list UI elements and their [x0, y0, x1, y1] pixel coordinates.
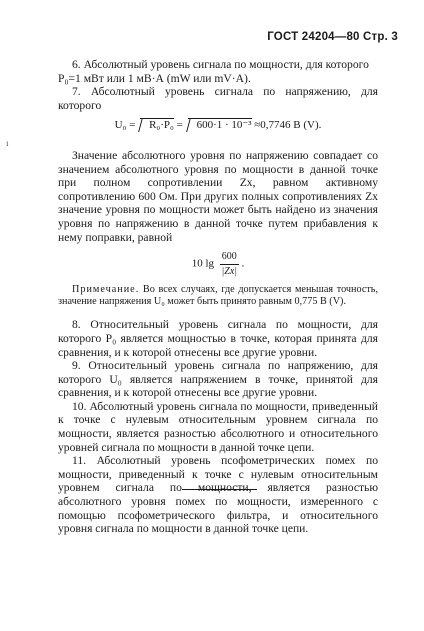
formula-radicand-1: R₀·P₀: [149, 119, 174, 132]
formula-radical-2: [188, 118, 252, 133]
paragraph-7: 7. Абсолютный уровень сигнала по напряжению, для которого: [58, 85, 378, 112]
paragraph-6-line1: 6. Абсолютный уровень сигнала по мощности, для которого: [72, 58, 369, 71]
paragraph-value: Значение абсолютного уровня по напряжению совпадает со значением абсолютного уровня по мощности в данной точке при полном сопротивлении Zx, равном активному сопротивлению 600 Ом. При других полных сопротивлениях Zx значение уровня по мощности может быть найдено из значения уровня по напряжению в данной точке путем прибавления к нему поправки, равной: [58, 148, 378, 244]
margin-mark: ı: [6, 138, 9, 148]
page-header: ГОСТ 24204—80 Стр. 3: [267, 31, 398, 43]
note-label: Примечание.: [72, 284, 140, 296]
end-rule: [182, 489, 257, 490]
correction-fraction: [220, 250, 239, 278]
paragraph-8: 8. Относительный уровень сигнала по мощности, для которого P₀ является мощностью в точке, которая принята для сравнения, и к которой отнесены все другие уровни.: [58, 318, 378, 359]
formula-correction: [58, 250, 378, 278]
paragraph-11: 11. Абсолютный уровень псофометрических помех по мощности, приведенный к точке с нулевым относительным уровнем сигнала по мощности, является разностью абсолютного уровня помех по мощности, измеренного с помощью псофометрического фильтра, и относительного уровня сигнала по мощности в данной точке цепи.: [58, 454, 378, 536]
formula-rhs: ≈0,7746 В (V).: [254, 119, 322, 132]
formula-mid: =: [176, 119, 186, 132]
paragraph-6-line2: P₀=1 мВт или 1 мВ·А (mW или mV·A).: [58, 71, 251, 85]
note: [58, 284, 378, 308]
correction-prefix: 10 lg: [191, 257, 215, 270]
paragraph-9: 9. Относительный уровень сигнала по напряжению, для которого U₀ является напряжением в точке, принятой для сравнения, и к которой отнесены все другие уровни.: [58, 359, 378, 400]
document-body: [58, 58, 378, 536]
formula-radicand-2: 600·1 · 10⁻³: [196, 119, 252, 132]
correction-numerator: 600: [220, 250, 239, 265]
correction-suffix: .: [241, 257, 245, 270]
formula-lhs: U₀ =: [114, 119, 136, 132]
formula-radical-1: [140, 118, 174, 133]
note-text: Во всех случаях, где допускается меньшая точность, значение напряжения U₀ может быть принято равным 0,775 В (V).: [58, 284, 378, 308]
paragraph-10: 10. Абсолютный уровень сигнала по мощности, приведенный к точке с нулевым относительным уровнем сигнала по мощности, является разностью абсолютного и относительного уровней сигнала по мощности в данной точке цепи.: [58, 399, 378, 454]
formula-voltage: [58, 118, 378, 133]
correction-denominator: |Zx|: [221, 265, 238, 277]
